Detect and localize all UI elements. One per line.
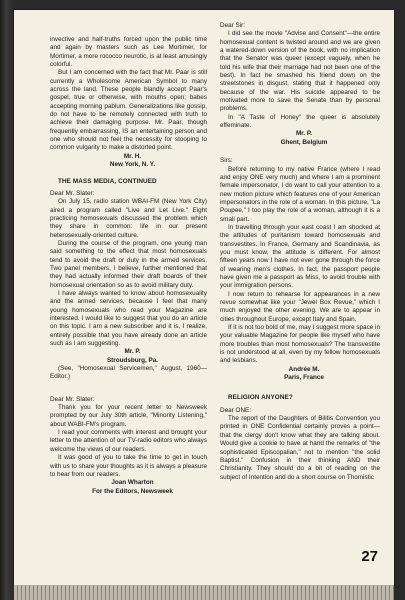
salutation: Dear Mr. Slater: bbox=[50, 189, 95, 197]
letter-paragraph: I have always wanted to know about homosexuality and the armed services, because I feel that many young homosexuals who read your Magazine are interested. I would like to suggest that you do an article on this topic. I am a new subscriber and it is, I realize, entirely possible that you have already done an article such as I am suggesting. bbox=[50, 289, 207, 348]
letter-paragraph: In "A Taste of Honey" the queer is absolutely effeminate. bbox=[220, 113, 380, 130]
signature-place: New York, N. Y. bbox=[109, 161, 156, 169]
letter-paragraph: Before returning to my native France (where I read and enjoy ONE very much) and where I am a prominent female impersonator, I do want to call your attention to a new motion picture which features one of your American impersonators in the role of a woman. In this picture, "La Poupee," I too play the role of a woman, although it is a small part. bbox=[220, 165, 380, 223]
letter-paragraph: In travelling through your east coast I am shocked at the attitudes of puritanism toward homosexuals and transvestites. In France, Germany and Scandinavia, as you must know, the attitude is different. For almost fifteen years now I have not ever gone through the force of wearing men's clothes. In fact, the passport people have given me a passport as Miss, to avoid trouble with your immigration persons. bbox=[220, 223, 380, 290]
left-column bbox=[50, 36, 207, 496]
letter-paragraph: I did see the movie "Advise and Consent"—the entire homosexual content is twisted around and we are given a watered-down version of the book, with no implication that the Senator was queer (except vaguely, when he told his wife that their marriage had not been one of the best). In fact he smashed his friend down on the streetstones in disgust, stating that it happened only because of the war. His suicide appeared to be motivated more to save the Senate than by personal problems. bbox=[220, 30, 380, 113]
signature-name: Mr. P. bbox=[295, 130, 313, 138]
signature-name: Andrée M. bbox=[288, 365, 320, 373]
section-heading: THE MASS MEDIA, CONTINUED bbox=[58, 177, 157, 185]
editor-note: (See, "Homosexual Servicemen," August, 1960—Editor.) bbox=[50, 365, 207, 381]
salutation: Dear Mr. Slater: bbox=[50, 395, 95, 403]
scan-edge-strip bbox=[14, 585, 394, 600]
salutation: Dear ONE: bbox=[220, 406, 252, 414]
salutation: Sirs: bbox=[220, 157, 233, 165]
signature-place: Ghent, Belgium bbox=[280, 138, 328, 146]
letter-paragraph: But I am concerned with the fact that Mr. Paar is still currently a Wholesome American Symbol to many across the land. These people blandly accept Paar's gospel, true or otherwise, with mouths open; babes accepting morning pablum. Generalizations like gossip, do not have to be remotely connected with truth to achieve their damaging purpose. Mr. Paar, though frequently embarrassing, IS an entertaining person and one who should not feel the necessity for stooping to common vulgarity to make a distorted point. bbox=[50, 69, 207, 152]
letter-paragraph: I now return to rehearse for appearances in a new revue somewhat like your "Jewel Box Revue," which I much enjoyed the other evening. We are to appear in cities throughout Europe, except Italy and Spain. bbox=[220, 290, 380, 323]
letter-paragraph: I read your comments with interest and brought your letter to the attention of our TV-radio editors who always welcome the views of our readers. bbox=[50, 429, 207, 453]
page-number: 27 bbox=[361, 548, 378, 565]
signature-name: Mr. H. bbox=[123, 152, 142, 160]
signature-place: Stroudsburg, Pa. bbox=[106, 356, 159, 364]
letter-paragraph: invective and half-truths forced upon the public time and again by masters such as Lee Mortimer, for Mortimer, a more rococco neurotic, is at least amusingly colorful. bbox=[50, 36, 207, 69]
magazine-page bbox=[14, 10, 394, 585]
salutation: Dear Sir: bbox=[220, 22, 246, 29]
section-heading: RELIGION ANYONE? bbox=[228, 394, 293, 402]
letter-paragraph: The report of the Daughters of Bilitis Convention you printed in ONE Confidential certainly proves a point—that the clergy don't know what they are talking about. Would give a cookie to have at hand the remarks of "the sophisticated Episcopalian," not to mention "the solid Baptist." Confusion in their thinking AND their Christianity. They should do a bit of reading on the subject of Intention and do a short course on Thomistic bbox=[220, 415, 380, 481]
signature-name: Joan Wharton bbox=[111, 479, 154, 487]
signature-name: Mr. P. bbox=[124, 348, 141, 356]
right-column bbox=[220, 22, 380, 482]
signature-place: For the Editors, Newsweek bbox=[92, 487, 173, 495]
letter-paragraph: On July 15, radio station WBAI-FM (New York City) aired a program called "Live and Let Live." Eight practicing homosexuals discussed the problem which they share in common: life in our present heterosexually-oriented culture. bbox=[50, 198, 207, 239]
letter-paragraph: If it is not too bold of me, may I suggest more space in your valuable Magazine for people like myself who have more troubles than most homosexuals? The transvestite is not understood at all, even by my fellow homosexuals and lesbians. bbox=[220, 324, 380, 365]
letter-paragraph: Thank you for your recent letter to Newsweek prompted by our July 30th article, "Minority Listening," about WABI-FM's program. bbox=[50, 404, 207, 428]
letter-paragraph: During the course of the program, one young man said something to the effect that most homosexuals tend to avoid the draft or duty in the armed services. Two panel members, I believe, further mentioned that they had actually informed their draft boards of their homosexual orientation so as to avoid military duty. bbox=[50, 239, 207, 289]
signature-place: Paris, France bbox=[284, 374, 324, 382]
letter-paragraph: It was good of you to take the time to get in touch with us to share your thoughts as it is always a pleasure to hear from our readers. bbox=[50, 454, 207, 478]
